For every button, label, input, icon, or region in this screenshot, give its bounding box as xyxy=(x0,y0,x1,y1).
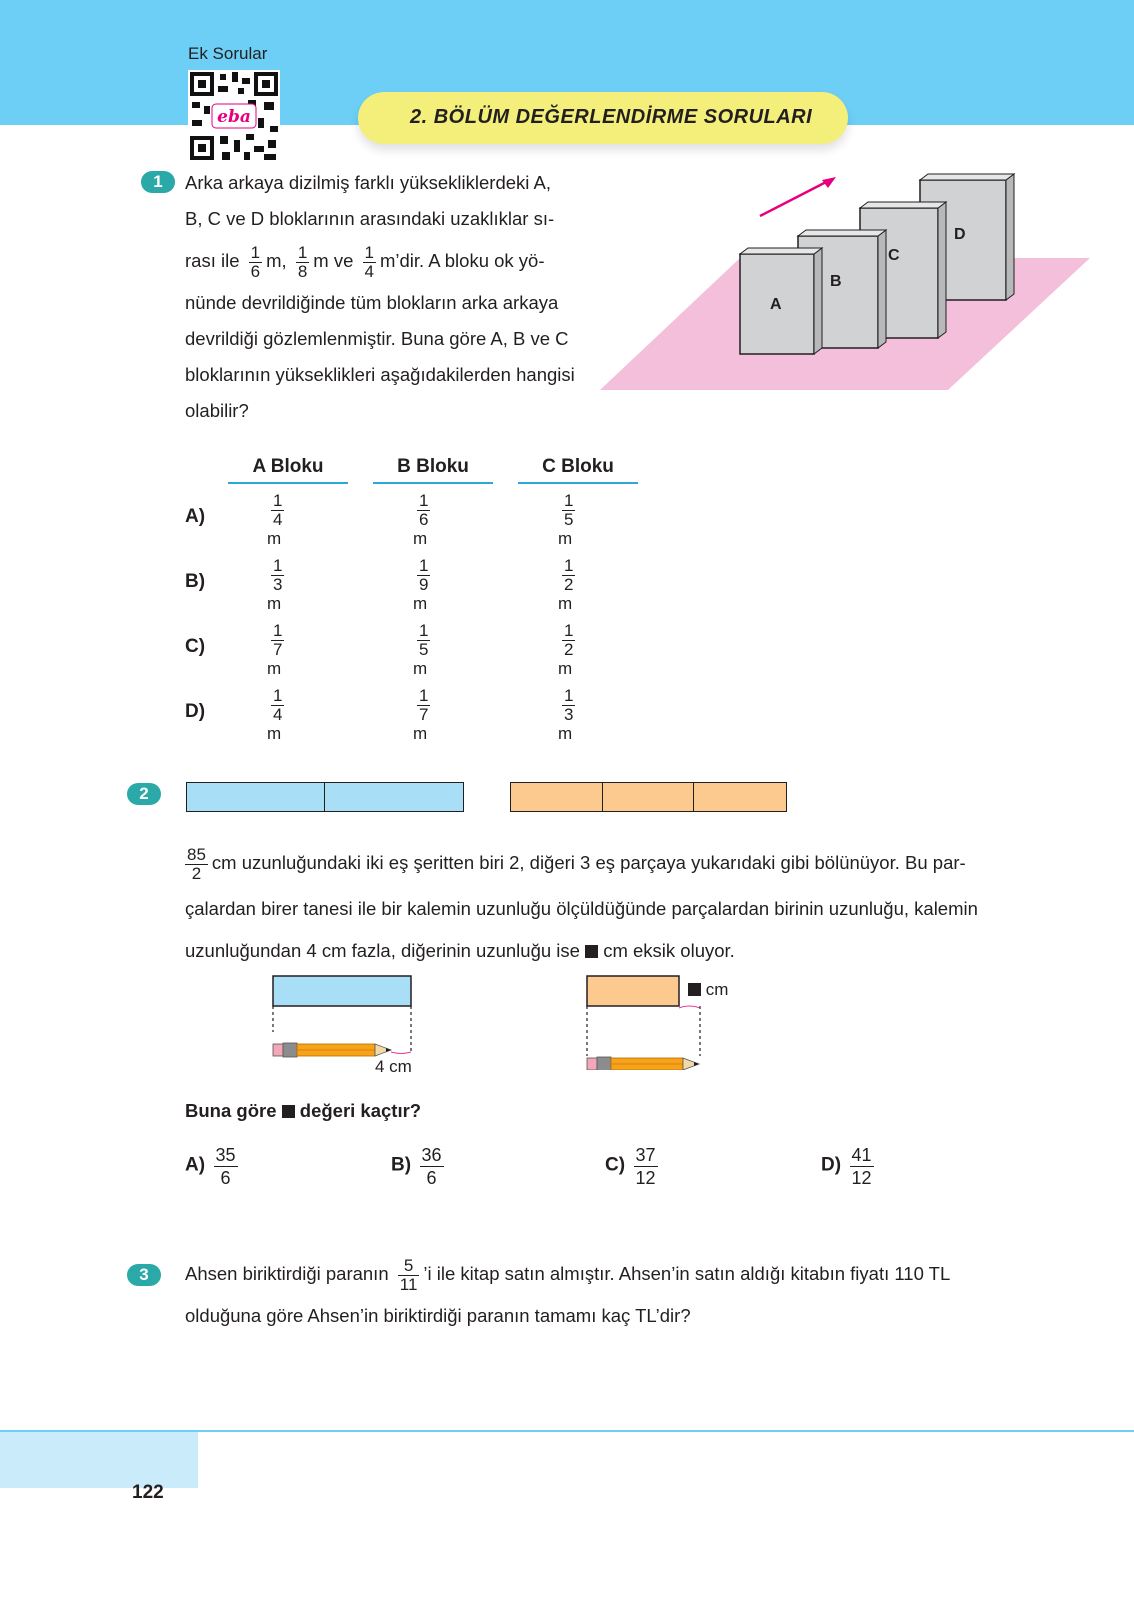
block-label-b: B xyxy=(830,273,842,290)
q1-line-fractions xyxy=(185,237,605,285)
label-square-cm xyxy=(688,980,728,1000)
option-cell: $\frac{1}{6}$ m xyxy=(413,491,429,548)
fraction-one-sixth: $\frac{1}{6}$ xyxy=(250,242,261,281)
option-label: C) xyxy=(605,1154,626,1176)
q2-text-segment: uzunluğundan 4 cm fazla, diğerinin uzunluğu ise xyxy=(185,940,580,961)
black-square-icon xyxy=(688,983,701,996)
option-cell: $\frac{1}{2}$ m xyxy=(558,556,574,613)
option-cell: $\frac{1}{4}$ m xyxy=(267,491,283,548)
q2-option-d[interactable] xyxy=(821,1144,878,1189)
q2-option-c[interactable] xyxy=(605,1144,662,1189)
arrow-head-icon xyxy=(822,177,836,188)
page-number: 122 xyxy=(132,1482,164,1503)
option-fraction: $\frac{37}{12}$ xyxy=(635,1145,656,1188)
section-title: 2. BÖLÜM DEĞERLENDİRME SORULARI xyxy=(410,106,813,128)
option-label: B) xyxy=(185,571,206,592)
qr-code-icon[interactable] xyxy=(188,70,280,162)
q1-line: devrildiği gözlemlenmiştir. Buna göre A, B ve C xyxy=(185,328,569,349)
fraction-one-eighth: $\frac{1}{8}$ xyxy=(297,242,308,281)
column-header-a: A Bloku xyxy=(228,456,348,484)
q1-line: B, C ve D bloklarının arasındaki uzaklıklar sı- xyxy=(185,208,555,229)
pencil-measure-figure-1 xyxy=(265,970,435,1080)
eba-logo: eba xyxy=(217,107,251,127)
q2-option-a[interactable] xyxy=(185,1144,242,1189)
page-number-box xyxy=(0,1432,198,1488)
label-4cm: 4 cm xyxy=(375,1057,412,1076)
option-cell: $\frac{1}{4}$ m xyxy=(267,686,283,743)
fraction-one-fourth: $\frac{1}{4}$ xyxy=(364,242,374,281)
option-cell: $\frac{1}{7}$ m xyxy=(413,686,429,743)
fraction-85-2: $\frac{85}{2}$ xyxy=(187,844,206,883)
black-square-icon xyxy=(585,945,598,958)
fraction-5-11: $\frac{5}{11}$ xyxy=(399,1255,418,1294)
blocks-illustration xyxy=(590,168,1100,408)
q3-text xyxy=(185,1252,1035,1336)
q3-text-segment: Ahsen biriktirdiği paranın xyxy=(185,1263,389,1284)
option-label: A) xyxy=(185,1154,206,1176)
cm-unit: cm xyxy=(705,980,729,999)
block-label-c: C xyxy=(888,247,900,264)
option-label: D) xyxy=(821,1154,842,1176)
option-cell: $\frac{1}{9}$ m xyxy=(413,556,429,613)
q3-line xyxy=(185,1252,1035,1296)
q1-line: bloklarının yükseklikleri aşağıdakilerden hangisi xyxy=(185,364,575,385)
q2-option-b[interactable] xyxy=(391,1144,448,1189)
q1-line: olabilir? xyxy=(185,400,249,421)
option-label: A) xyxy=(185,506,206,527)
column-header-b: B Bloku xyxy=(373,456,493,484)
q2-text-segment: cm uzunluğundaki iki eş şeritten biri 2, diğeri 3 eş parçaya yukarıdaki gibi bölünüyor. Bu par- xyxy=(211,852,966,873)
q2-line xyxy=(185,930,1035,972)
question-number-1: 1 xyxy=(141,171,175,193)
q1-text-segment: m ve xyxy=(313,250,354,271)
orange-strip-segment xyxy=(603,783,695,811)
q3-line: olduğuna göre Ahsen’in biriktirdiği paranın tamamı kaç TL’dir? xyxy=(185,1305,691,1326)
option-label: B) xyxy=(391,1154,412,1176)
arrow-icon xyxy=(760,180,830,216)
q1-text-segment: m’dir. A bloku ok yö- xyxy=(379,250,545,271)
black-square-icon xyxy=(282,1105,295,1118)
option-cell: $\frac{1}{2}$ m xyxy=(558,621,574,678)
orange-strip xyxy=(510,782,787,812)
option-cell: $\frac{1}{3}$ m xyxy=(267,556,283,613)
option-fraction: $\frac{36}{6}$ xyxy=(421,1145,442,1188)
q2-line: çalardan birer tanesi ile bir kalemin uzunluğu ölçüldüğünde parçalardan birinin uzunluğu, kalemin xyxy=(185,898,978,919)
q1-line: Arka arkaya dizilmiş farklı yüksekliklerdeki A, xyxy=(185,172,551,193)
option-cell: $\frac{1}{7}$ m xyxy=(267,621,283,678)
orange-strip-segment xyxy=(511,783,603,811)
question-number-2: 2 xyxy=(127,783,161,805)
q1-text-segment: rası ile xyxy=(185,250,240,271)
q2-text-segment: cm eksik oluyor. xyxy=(603,940,735,961)
option-cell: $\frac{1}{3}$ m xyxy=(558,686,574,743)
option-cell: $\frac{1}{5}$ m xyxy=(413,621,429,678)
ek-sorular-label: Ek Sorular xyxy=(188,44,268,63)
blue-strip-segment xyxy=(187,783,325,811)
column-header-c: C Bloku xyxy=(518,456,638,484)
pencil-icon xyxy=(587,1057,699,1070)
q1-text xyxy=(185,165,605,429)
q2-text xyxy=(185,838,1035,972)
q2-question-segment: Buna göre xyxy=(185,1100,277,1121)
pencil-measure-figure-2 xyxy=(585,970,775,1070)
option-cell: $\frac{1}{5}$ m xyxy=(558,491,574,548)
q3-text-segment: ’i ile kitap satın almıştır. Ahsen’in satın aldığı kitabın fiyatı 110 TL xyxy=(423,1263,951,1284)
q2-line xyxy=(185,838,1035,888)
option-label: C) xyxy=(185,636,206,657)
q1-text-segment: m, xyxy=(266,250,287,271)
question-number-3: 3 xyxy=(127,1264,161,1286)
q1-line: nünde devrildiğinde tüm blokların arka arkaya xyxy=(185,292,559,313)
blue-strip xyxy=(186,782,464,812)
pencil-icon xyxy=(273,1043,391,1057)
option-label: D) xyxy=(185,701,206,722)
block-label-d: D xyxy=(954,226,966,243)
option-fraction: $\frac{35}{6}$ xyxy=(215,1145,236,1188)
q2-question-segment: değeri kaçtır? xyxy=(299,1100,422,1121)
q2-question xyxy=(185,1100,421,1122)
option-fraction: $\frac{41}{12}$ xyxy=(851,1145,872,1188)
block-label-a: A xyxy=(770,296,782,313)
